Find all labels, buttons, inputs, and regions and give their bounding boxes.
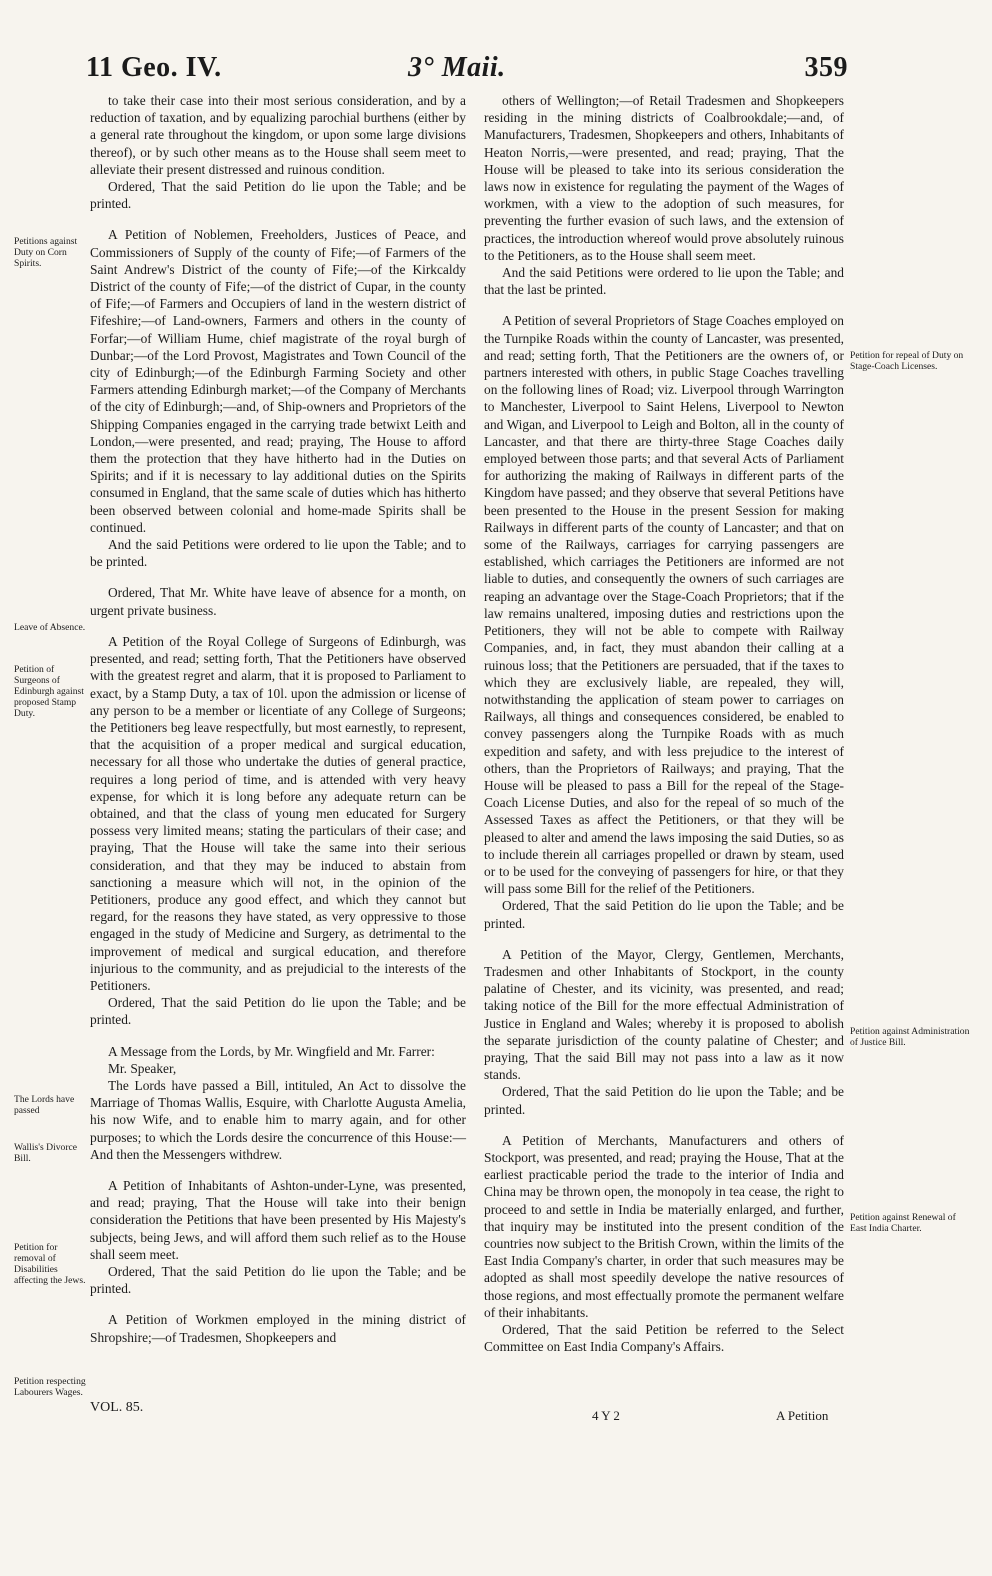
paragraph: A Petition of the Mayor, Clergy, Gentlemen, Merchants, Tradesmen and other Inhabitants of Stockport, in the county palatine of Chester, and its vicinity, was presented, and read; taking notice of the Bill for the more effectual Administration of Justice in England and Wales; whereby it is proposed to abolish the separate jurisdiction of the county palatine of Chester; and praying, That the said Bill may not pass into a law as it now stands. (484, 946, 844, 1083)
margin-note: The Lords have passed (14, 1094, 75, 1116)
paragraph: And the said Petitions were ordered to lie upon the Table; and that the last be printed. (484, 265, 844, 298)
paragraph: Ordered, That the said Petition do lie upon the Table; and be printed. (484, 1084, 844, 1117)
margin-note: Petition respecting Labourers Wages. (14, 1376, 86, 1398)
paragraph: A Petition of Merchants, Manufacturers and others of Stockport, was presented, and read; praying the House, That at the earliest practicable period the trade to the interior of India and China may be thrown open, the monopoly in tea cease, the right to proceed to and settle in India be materially enlarged, and further, that inquiry may be instituted into the present condition of the countries now subject to the British Crown, within the limits of the East India Company's charter, in order that such measures may be adopted as shall most speedily develope the native resources of those regions, and most effectually promote the permanent welfare of their inhabitants. (484, 1132, 844, 1320)
right-column (484, 92, 844, 1355)
paragraph: And the said Petitions were ordered to lie upon the Table; and to be printed. (90, 537, 466, 570)
margin-note: Wallis's Divorce Bill. (14, 1142, 78, 1164)
paragraph: Ordered, That the said Petition do lie upon the Table; and be printed. (90, 995, 466, 1028)
page-number: 359 (804, 52, 848, 83)
paragraph: A Message from the Lords, by Mr. Wingfield and Mr. Farrer: (108, 1043, 435, 1059)
paragraph: Ordered, That Mr. White have leave of absence for a month, on urgent private business. (90, 585, 466, 618)
paragraph: others of Wellington;—of Retail Tradesmen and Shopkeepers residing in the mining districts of Coalbrookdale;—and, of Manufacturers, Tradesmen, Shopkeepers and others, Inhabitants of Heaton Norris,—were presented, and read; praying, That the House will be pleased to take into its serious consideration the laws now in existence for regulating the payment of the Wages of workmen, with a view to the adoption of such measures, for preventing the further evasion of such laws, and the extension of practices, the introduction whereof would prove absolutely ruinous to the Petitioners, as to the House shall seem meet. (484, 93, 844, 263)
margin-note: Leave of Absence. (14, 622, 86, 633)
margin-note: Petition of Surgeons of Edinburgh against proposed Stamp Duty. (14, 664, 84, 719)
paragraph: The Lords have passed a Bill, intituled, An Act to dissolve the Marriage of Thomas Wallis, Esquire, with Charlotte Augusta Amelia, his now Wife, and to enable him to marry again, and for other purposes; to which the Lords desire the concurrence of this House:—And then the Messengers withdrew. (90, 1077, 466, 1162)
paragraph: Ordered, That the said Petition do lie upon the Table; and be printed. (90, 1264, 466, 1297)
paragraph: A Petition of Workmen employed in the mining district of Shropshire;—of Tradesmen, Shopkeepers and (90, 1312, 466, 1345)
paragraph: Ordered, That the said Petition be referred to the Select Committee on East India Company's Affairs. (484, 1322, 844, 1355)
margin-note: Petition for repeal of Duty on Stage-Coach Licenses. (850, 350, 964, 372)
signature-mark: 4 Y 2 (592, 1408, 620, 1423)
volume-number: VOL. 85. (90, 1400, 144, 1415)
regnal-year: 11 Geo. IV. (86, 52, 222, 83)
paragraph: Ordered, That the said Petition do lie upon the Table; and be printed. (484, 898, 844, 931)
running-header (0, 52, 992, 92)
left-column (90, 92, 466, 1346)
catchword: A Petition (776, 1408, 829, 1423)
paragraph: Mr. Speaker, (108, 1060, 177, 1076)
margin-note: Petition against Administration of Justice Bill. (850, 1026, 970, 1048)
margin-note: Petition for removal of Disabilities affecting the Jews. (14, 1242, 86, 1286)
sitting-date: 3° Maii. (408, 52, 506, 83)
paragraph: A Petition of several Proprietors of Stage Coaches employed on the Turnpike Roads within the county of Lancaster, was presented, and read; setting forth, That the Petitioners are the owners of, or partners interested with others, in public Stage Coaches travelling on the following lines of Road; viz. Liverpool through Warrington to Manchester, Liverpool to Saint Helens, Liverpool to Newton and Wigan, and Liverpool to Leigh and Bolton, all in the county of Lancaster, and that there are thirty-three Stage Coaches daily employed between those parts; and that several Acts of Parliament for authorizing the making of Railways in different parts of the Kingdom have passed; and they observe that several Petitions have been presented to the House in the present Session for making Railways in different parts of the county of Lancaster; and that on some of the Railways, carriages for carrying passengers are established, which carriages the Petitioners are informed are not liable to duties, and consequently the owners of such carriages are reaping an advantage over the Stage-Coach Proprietors; that if the law remains unaltered, imposing duties and restrictions upon the Petitioners, they will not be able to compete with Railway Companies, and, in fact, they must abandon their calling at a ruinous loss; that the Petitioners are persuaded, that if the taxes to which they are exclusively liable, are repealed, they will, notwithstanding the application of steam power to carriages on Railways, all things and consequences considered, be enabled to convey passengers along the Turnpike Roads with as much expedition and safety, and with less prejudice to the interest of others, than the Proprietors of Railways; and praying, That the House will be pleased to pass a Bill for the repeal of the Stage-Coach License Duties, and also for the repeal of so much of the Assessed Taxes as affect the Petitioners, or that they will be pleased to alter and amend the laws imposing the said Duties, so as to include therein all carriages propelled or drawn by steam, used or to be used for the conveying of passengers for hire, or that they will pass some Bill for the relief of the Petitioners. (484, 313, 844, 897)
paragraph: A Petition of Inhabitants of Ashton-under-Lyne, was presented, and read; praying, That the House will take into their benign consideration the Petitions that have been presented by His Majesty's subjects, being Jews, and will afford them such relief as to the House shall seem meet. (90, 1177, 466, 1262)
paragraph: to take their case into their most serious consideration, and by a reduction of taxation, and by equalizing parochial burthens (either by a general rate throughout the kingdom, or upon some large divisions thereof), or by such other means as to the House shall seem meet to alleviate their present distressed and ruinous condition. (90, 93, 466, 177)
paragraph: A Petition of Noblemen, Freeholders, Justices of Peace, and Commissioners of Supply of the county of Fife;—of Farmers of the Saint Andrew's District of the county of Fife;—of the Kirkcaldy District of the county of Fife;—of the district of Cupar, in the county of Fife;—of Farmers and Occupiers of land in the western district of Fifeshire;—of Land-owners, Farmers and others in the county of Forfar;—of William Hume, chief magistrate of the royal burgh of Dunbar;—of the Lord Provost, Magistrates and Town Council of the city of Edinburgh;—of the Edinburgh Farming Society and other Farmers attending Edinburgh market;—of the Company of Merchants of the city of Edinburgh;—and, of Ship-owners and Proprietors of the Shipping Companies engaged in the carrying trade betwixt Leith and London,—were presented, and read; praying, The House to afford them the protection that they have hitherto had in the Duties on Spirits; and if it is necessary to lay additional duties on the Spirits consumed in England, that the same scale of duties which has hitherto been observed between colonial and home-made Spirits shall be continued. (90, 227, 466, 535)
margin-note: Petition against Renewal of East India Charter. (850, 1212, 956, 1234)
paragraph: A Petition of the Royal College of Surgeons of Edinburgh, was presented, and read; setting forth, That the Petitioners have observed with the greatest regret and alarm, that it is proposed to Parliament to exact, by a Stamp Duty, a tax of 10l. upon the admission or license of any person to be a member or licentiate of any College of Surgeons; the Petitioners beg leave respectfully, but most earnestly, to represent, that the acquisition of a proper medical and surgical education, necessary for all those who undertake the duties of general practice, requires a long period of time, and is attended with very heavy expense, for which it is long before any adequate return can be obtained, and that the class of young men educated for Surgery possess very limited means; stating the particulars of their case; and praying, That the House will take the same into their serious consideration, and that they may be induced to abstain from sanctioning a measure which will not, in the opinion of the Petitioners, produce any good effect, and which they cannot but regard, for the reasons they have stated, as very oppressive to those engaged in the study of Medicine and Surgery, as detrimental to the improvement of medical and surgical education, and therefore injurious to the community, and as prejudicial to the interests of the Petitioners. (90, 633, 466, 993)
margin-note: Petitions against Duty on Corn Spirits. (14, 236, 78, 269)
paragraph: Ordered, That the said Petition do lie upon the Table; and be printed. (90, 179, 466, 212)
